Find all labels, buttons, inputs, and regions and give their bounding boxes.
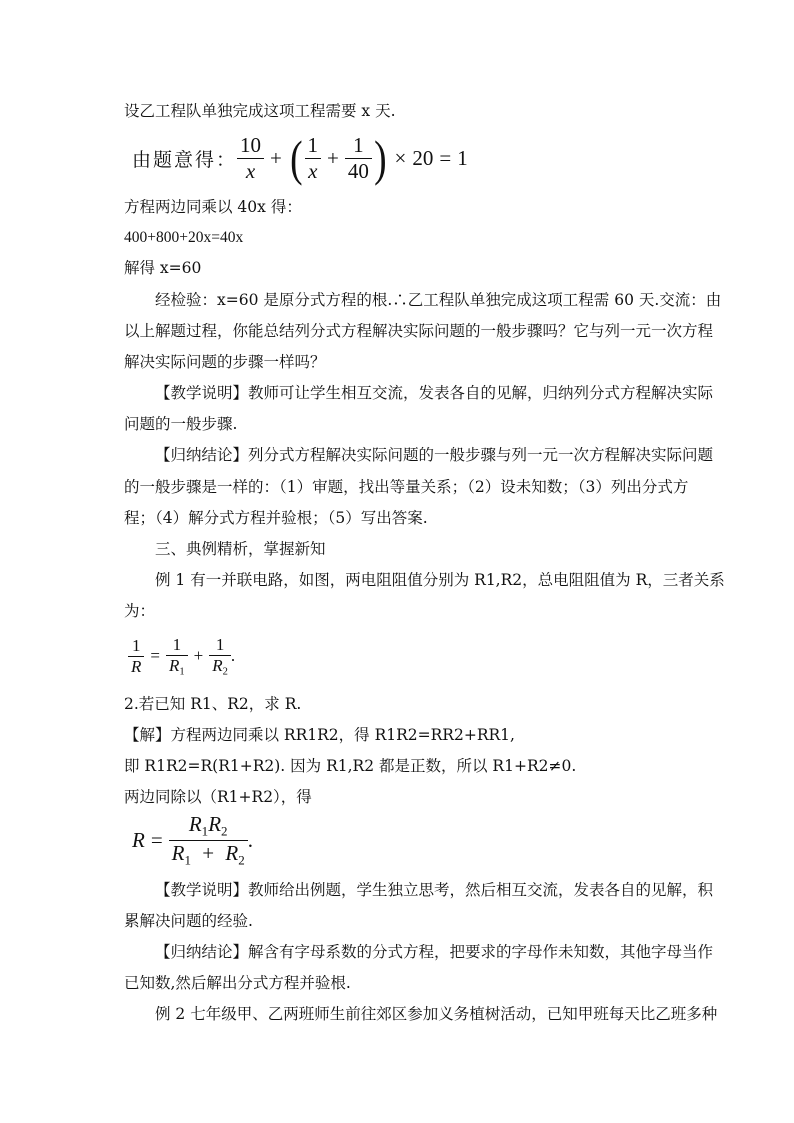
section-heading: 三、典例精析，掌握新知 [155, 540, 326, 558]
text-line: 【归纳结论】列分式方程解决实际问题的一般步骤与列一元一次方程解决实际问题 [155, 446, 714, 464]
text-line: 【教学说明】教师给出例题，学生独立思考，然后相互交流，发表各自的见解，积 [155, 881, 714, 899]
text-line: 方程两边同乘以 40x 得： [124, 198, 302, 216]
text-line: 为： [124, 602, 156, 620]
text-line: 例 2 七年级甲、乙两班师生前往郊区参加义务植树活动，已知甲班每天比乙班多种 [155, 1005, 718, 1023]
fraction-R1R2-over-R1-plus-R2: $\frac{R_1R_2}{R_1 + R_2}$ [169, 812, 248, 868]
text-line: 【教学说明】教师可让学生相互交流，发表各自的见解，归纳列分式方程解决实际 [155, 384, 714, 402]
fraction-1-over-R: $\frac{1}{R}$ [128, 636, 144, 677]
text-line: 解决实际问题的步骤一样吗？ [124, 353, 326, 371]
text-line: 2.若已知 R1、R2，求 R. [124, 695, 302, 713]
text-line: 程；（4）解分式方程并验根；（5）写出答案. [124, 509, 428, 527]
text-line: 【解】方程两边同乘以 RR1R2，得 R1R2=RR2+RR1, [124, 726, 515, 744]
fraction-1-over-x: $\frac{1}{x}$ [305, 133, 322, 184]
text-line: 已知数,然后解出分式方程并验根. [124, 974, 351, 992]
fraction-10-over-x: $\frac{10}{x}$ [237, 133, 264, 184]
text-line: 例 1 有一并联电路，如图，两电阻阻值分别为 R1,R2，总电阻阻值为 R，三者关系 [155, 571, 725, 589]
text-line: 累解决问题的经验. [124, 912, 253, 930]
fraction-1-over-40: $\frac{1}{40}$ [345, 133, 372, 184]
text-line: 400+800+20x=40x [124, 229, 244, 246]
text-line: 即 R1R2=R(R1+R2). 因为 R1,R2 都是正数，所以 R1+R2≠0. [124, 757, 577, 775]
text-line: 【归纳结论】解含有字母系数的分式方程，把要求的字母作未知数，其他字母当作 [155, 943, 714, 961]
text-line: 解得 x=60 [124, 259, 202, 277]
text-line: 经检验：x=60 是原分式方程的根.∴乙工程队单独完成这项工程需 60 天.交流：由 [155, 291, 722, 309]
equation-work-rate: 由题意得： $\frac{10}{x}$ + ( $\frac{1}{x}$ + $\frac{1}{40}$ ) × 20 = 1 [132, 130, 468, 186]
fraction-1-over-R2: $\frac{1}{R_2}$ [209, 635, 231, 678]
equation-solution-R: R = $\frac{R_1R_2}{R_1 + R_2}$ . [132, 811, 253, 868]
text-line: 两边同除以（R1+R2），得 [124, 788, 312, 806]
fraction-1-over-R1: $\frac{1}{R_1}$ [166, 635, 188, 678]
text-line: 设乙工程队单独完成这项工程需要 x 天. [124, 102, 396, 120]
equation-label: 由题意得： [132, 148, 238, 171]
text-line: 问题的一般步骤. [124, 415, 238, 433]
equation-parallel-resistance: $\frac{1}{R}$ = $\frac{1}{R_1}$ + $\frac{1}{R_2}$ . [128, 632, 235, 680]
text-line: 以上解题过程，你能总结列分式方程解决实际问题的一般步骤吗？它与列一元一次方程 [124, 322, 714, 340]
text-line: 的一般步骤是一样的：（1）审题，找出等量关系；（2）设未知数；（3）列出分式方 [124, 478, 689, 496]
